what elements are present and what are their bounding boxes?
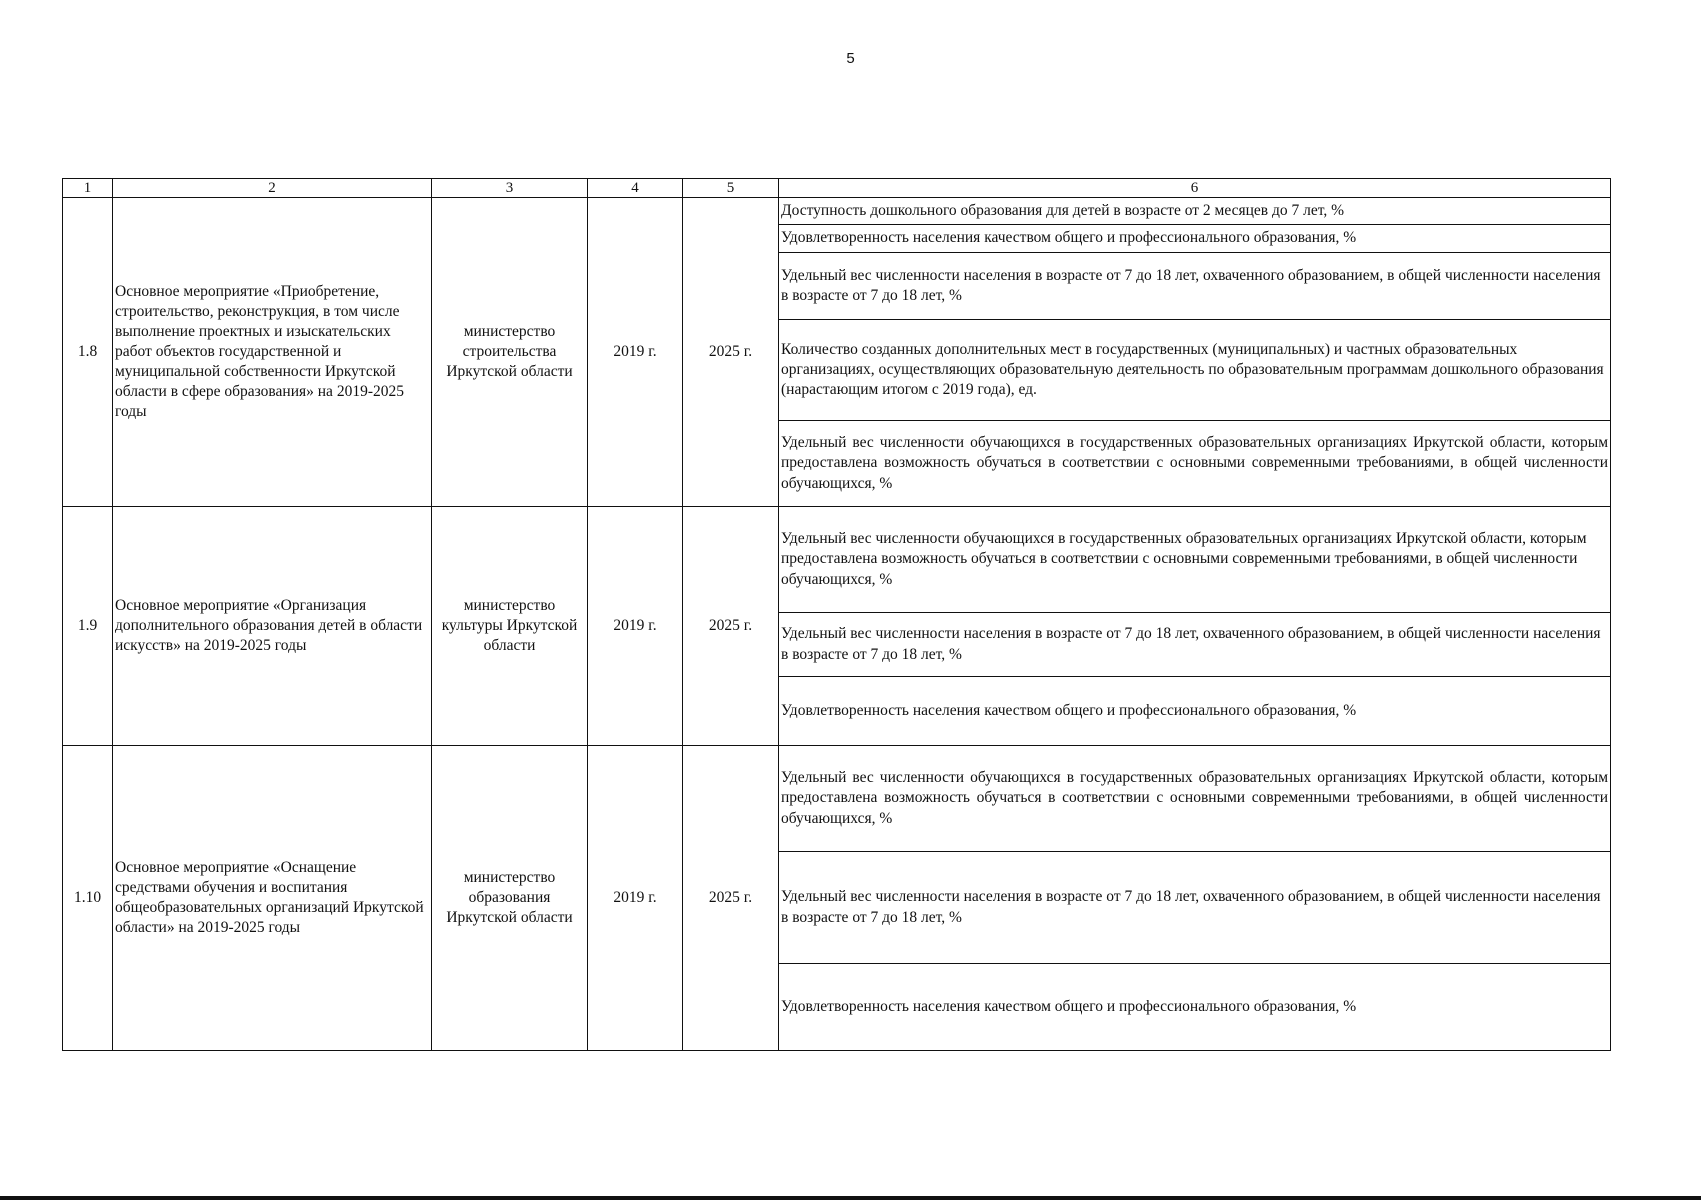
measure-start-year: 2019 г. (588, 746, 683, 1051)
table-row (63, 198, 1611, 507)
measure-name: Основное мероприятие «Организация дополнительного образования детей в области искусств» на 2019-2025 годы (113, 507, 432, 746)
indicators-list (779, 507, 1610, 745)
scan-bottom-edge (0, 1196, 1701, 1200)
measure-executor: министерство культуры Иркутской области (432, 507, 588, 746)
measure-start-year: 2019 г. (588, 198, 683, 507)
table-row (63, 746, 1611, 1051)
indicator-item: Удельный вес численности обучающихся в государственных образовательных организациях Иркутской области, которым предоставлена возможность обучаться в соответствии с основными современными требованиями, в общей численности обучающихся, % (779, 507, 1610, 613)
indicator-item: Удовлетворенность населения качеством общего и профессионального образования, % (781, 997, 1357, 1015)
indicator-item: Количество созданных дополнительных мест в государственных (муниципальных) и частных образовательных организациях, осуществляющих образовательную деятельность по образовательным программам дошкольного образования (нарастающим итогом с 2019 года), ед. (779, 320, 1610, 421)
measure-end-year: 2025 г. (683, 198, 779, 507)
indicator-item: Удельный вес численности населения в возрасте от 7 до 18 лет, охваченного образованием, в общей численности населения в возрасте от 7 до 18 лет, % (779, 852, 1610, 964)
measure-name: Основное мероприятие «Приобретение, строительство, реконструкция, в том числе выполнение проектных и изыскательских работ объектов государственной и муниципальной собственности Иркутской области в сфере образования» на 2019-2025 годы (113, 198, 432, 507)
measure-start-year: 2019 г. (588, 507, 683, 746)
measure-number: 1.9 (63, 507, 113, 746)
indicators-cell (779, 198, 1611, 507)
indicator-item: Удовлетворенность населения качеством общего и профессионального образования, % (779, 225, 1610, 253)
header-cell: 3 (432, 179, 588, 198)
header-cell: 1 (63, 179, 113, 198)
header-cell: 2 (113, 179, 432, 198)
measure-executor: министерство образования Иркутской области (432, 746, 588, 1051)
indicator-item: Удельный вес численности населения в возрасте от 7 до 18 лет, охваченного образованием, в общей численности населения в возрасте от 7 до 18 лет, % (779, 253, 1610, 320)
indicators-cell (779, 746, 1611, 1051)
measure-number: 1.8 (63, 198, 113, 507)
measure-name: Основное мероприятие «Оснащение средствами обучения и воспитания общеобразовательных организаций Иркутской области» на 2019-2025 годы (113, 746, 432, 1051)
indicator-item: Удельный вес численности обучающихся в государственных образовательных организациях Иркутской области, которым предоставлена возможность обучаться в соответствии с основными современными требованиями, в общей численности обучающихся, % (779, 746, 1610, 852)
indicators-list (779, 746, 1610, 1050)
indicator-item: Удельный вес численности населения в возрасте от 7 до 18 лет, охваченного образованием, в общей численности населения в возрасте от 7 до 18 лет, % (779, 613, 1610, 677)
indicator-item: Удельный вес численности обучающихся в государственных образовательных организациях Иркутской области, которым предоставлена возможность обучаться в соответствии с основными современными требованиями, в общей численности обучающихся, % (781, 434, 1608, 492)
page-number: 5 (846, 50, 855, 67)
header-cell: 5 (683, 179, 779, 198)
table-row (63, 507, 1611, 746)
measure-number: 1.10 (63, 746, 113, 1051)
measures-table (62, 178, 1611, 1051)
measure-executor: министерство строительства Иркутской области (432, 198, 588, 507)
indicator-item: Доступность дошкольного образования для детей в возрасте от 2 месяцев до 7 лет, % (779, 198, 1610, 225)
header-row (63, 179, 1611, 198)
measure-end-year: 2025 г. (683, 507, 779, 746)
header-cell: 6 (779, 179, 1611, 198)
header-cell: 4 (588, 179, 683, 198)
indicator-item: Удовлетворенность населения качеством общего и профессионального образования, % (781, 701, 1357, 719)
measure-end-year: 2025 г. (683, 746, 779, 1051)
indicators-cell (779, 507, 1611, 746)
indicators-list (779, 198, 1610, 506)
